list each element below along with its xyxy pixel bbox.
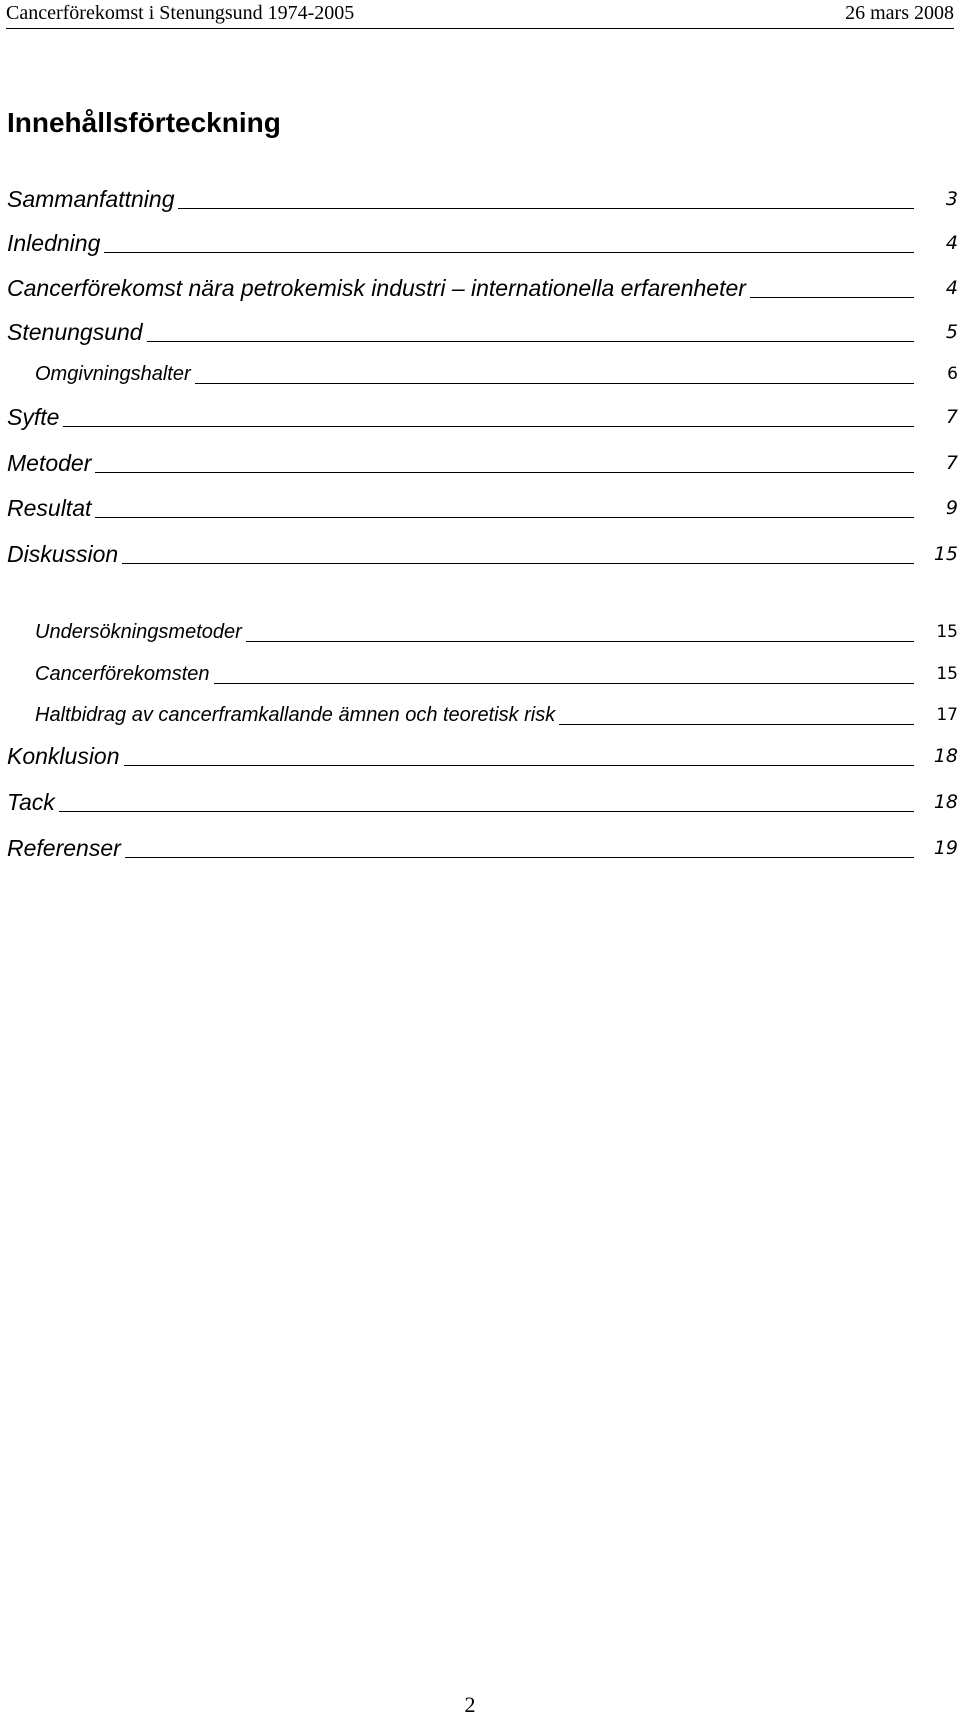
toc-entry-label: Tack [7,789,55,815]
toc-leader [125,857,914,858]
toc-entry-syfte[interactable] [7,400,958,430]
header-title: Cancerförekomst i Stenungsund 1974-2005 [6,2,355,24]
toc-entry-omgivningshalter[interactable] [35,357,958,387]
toc-entry-page: 15 [936,622,958,642]
toc-entry-konklusion[interactable] [7,739,958,769]
toc-entry-label: Stenungsund [7,319,143,345]
toc-leader [122,563,914,564]
toc-leader [124,765,914,766]
toc-entry-metoder[interactable] [7,446,958,476]
toc-entry-cancerforekomsten[interactable] [35,657,958,687]
toc-entry-label: Resultat [7,495,92,521]
toc-entry-page: 19 [933,837,958,859]
page-number: 2 [464,1692,476,1717]
toc-entry-page: 18 [933,791,958,813]
toc-leader [147,341,914,342]
toc-entry-label: Referenser [7,835,121,861]
toc-entry-diskussion[interactable] [7,537,958,567]
toc-leader [63,426,914,427]
toc-entry-page: 4 [945,232,958,254]
toc-entry-label: Diskussion [7,541,119,567]
toc-leader [178,208,914,209]
toc-entry-label: Inledning [7,230,101,256]
toc-leader [246,641,914,642]
toc-entry-stenungsund[interactable] [7,315,958,345]
toc-entry-page: 15 [936,664,958,684]
toc-entry-page: 17 [936,705,958,725]
toc-entry-label: Undersökningsmetoder [35,621,242,643]
toc-entry-page: 4 [945,277,958,299]
toc-leader [95,517,914,518]
toc-leader [195,383,914,384]
toc-entry-page: 6 [947,364,958,384]
toc-entry-page: 7 [945,452,958,474]
toc-entry-page: 3 [945,188,958,210]
toc-entry-label: Cancerförekomst nära petrokemisk industri – internationella erfarenheter [7,275,746,301]
toc-entry-label: Sammanfattning [7,186,175,212]
toc-leader [95,472,914,473]
toc-leader [214,683,914,684]
toc-entry-label: Omgivningshalter [35,363,191,385]
toc-leader [750,297,914,298]
toc-entry-page: 5 [945,321,958,343]
toc-entry-inledning[interactable] [7,226,958,256]
toc-entry-page: 7 [945,406,958,428]
toc-leader [559,724,914,725]
toc-entry-tack[interactable] [7,785,958,815]
toc-entry-haltbidrag[interactable] [35,698,958,728]
page-header [6,0,954,29]
toc-entry-page: 15 [933,543,958,565]
toc-entry-label: Cancerförekomsten [35,663,210,685]
toc-entry-sammanfattning[interactable] [7,182,958,212]
toc-entry-label: Syfte [7,404,60,430]
header-date: 26 mars 2008 [845,2,954,24]
toc-entry-resultat[interactable] [7,491,958,521]
toc-leader [59,811,914,812]
toc-entry-label: Metoder [7,450,92,476]
toc-entry-undersokningsmetoder[interactable] [35,615,958,645]
toc-entry-cancerforekomst-petrokemisk[interactable] [7,271,958,301]
toc-entry-page: 18 [933,745,958,767]
toc-entry-page: 9 [945,497,958,519]
toc-entry-label: Haltbidrag av cancerframkallande ämnen och teoretisk risk [35,704,556,726]
toc-leader [104,252,914,253]
toc-entry-label: Konklusion [7,743,120,769]
toc-heading: Innehållsförteckning [7,107,281,138]
toc-entry-referenser[interactable] [7,831,958,861]
